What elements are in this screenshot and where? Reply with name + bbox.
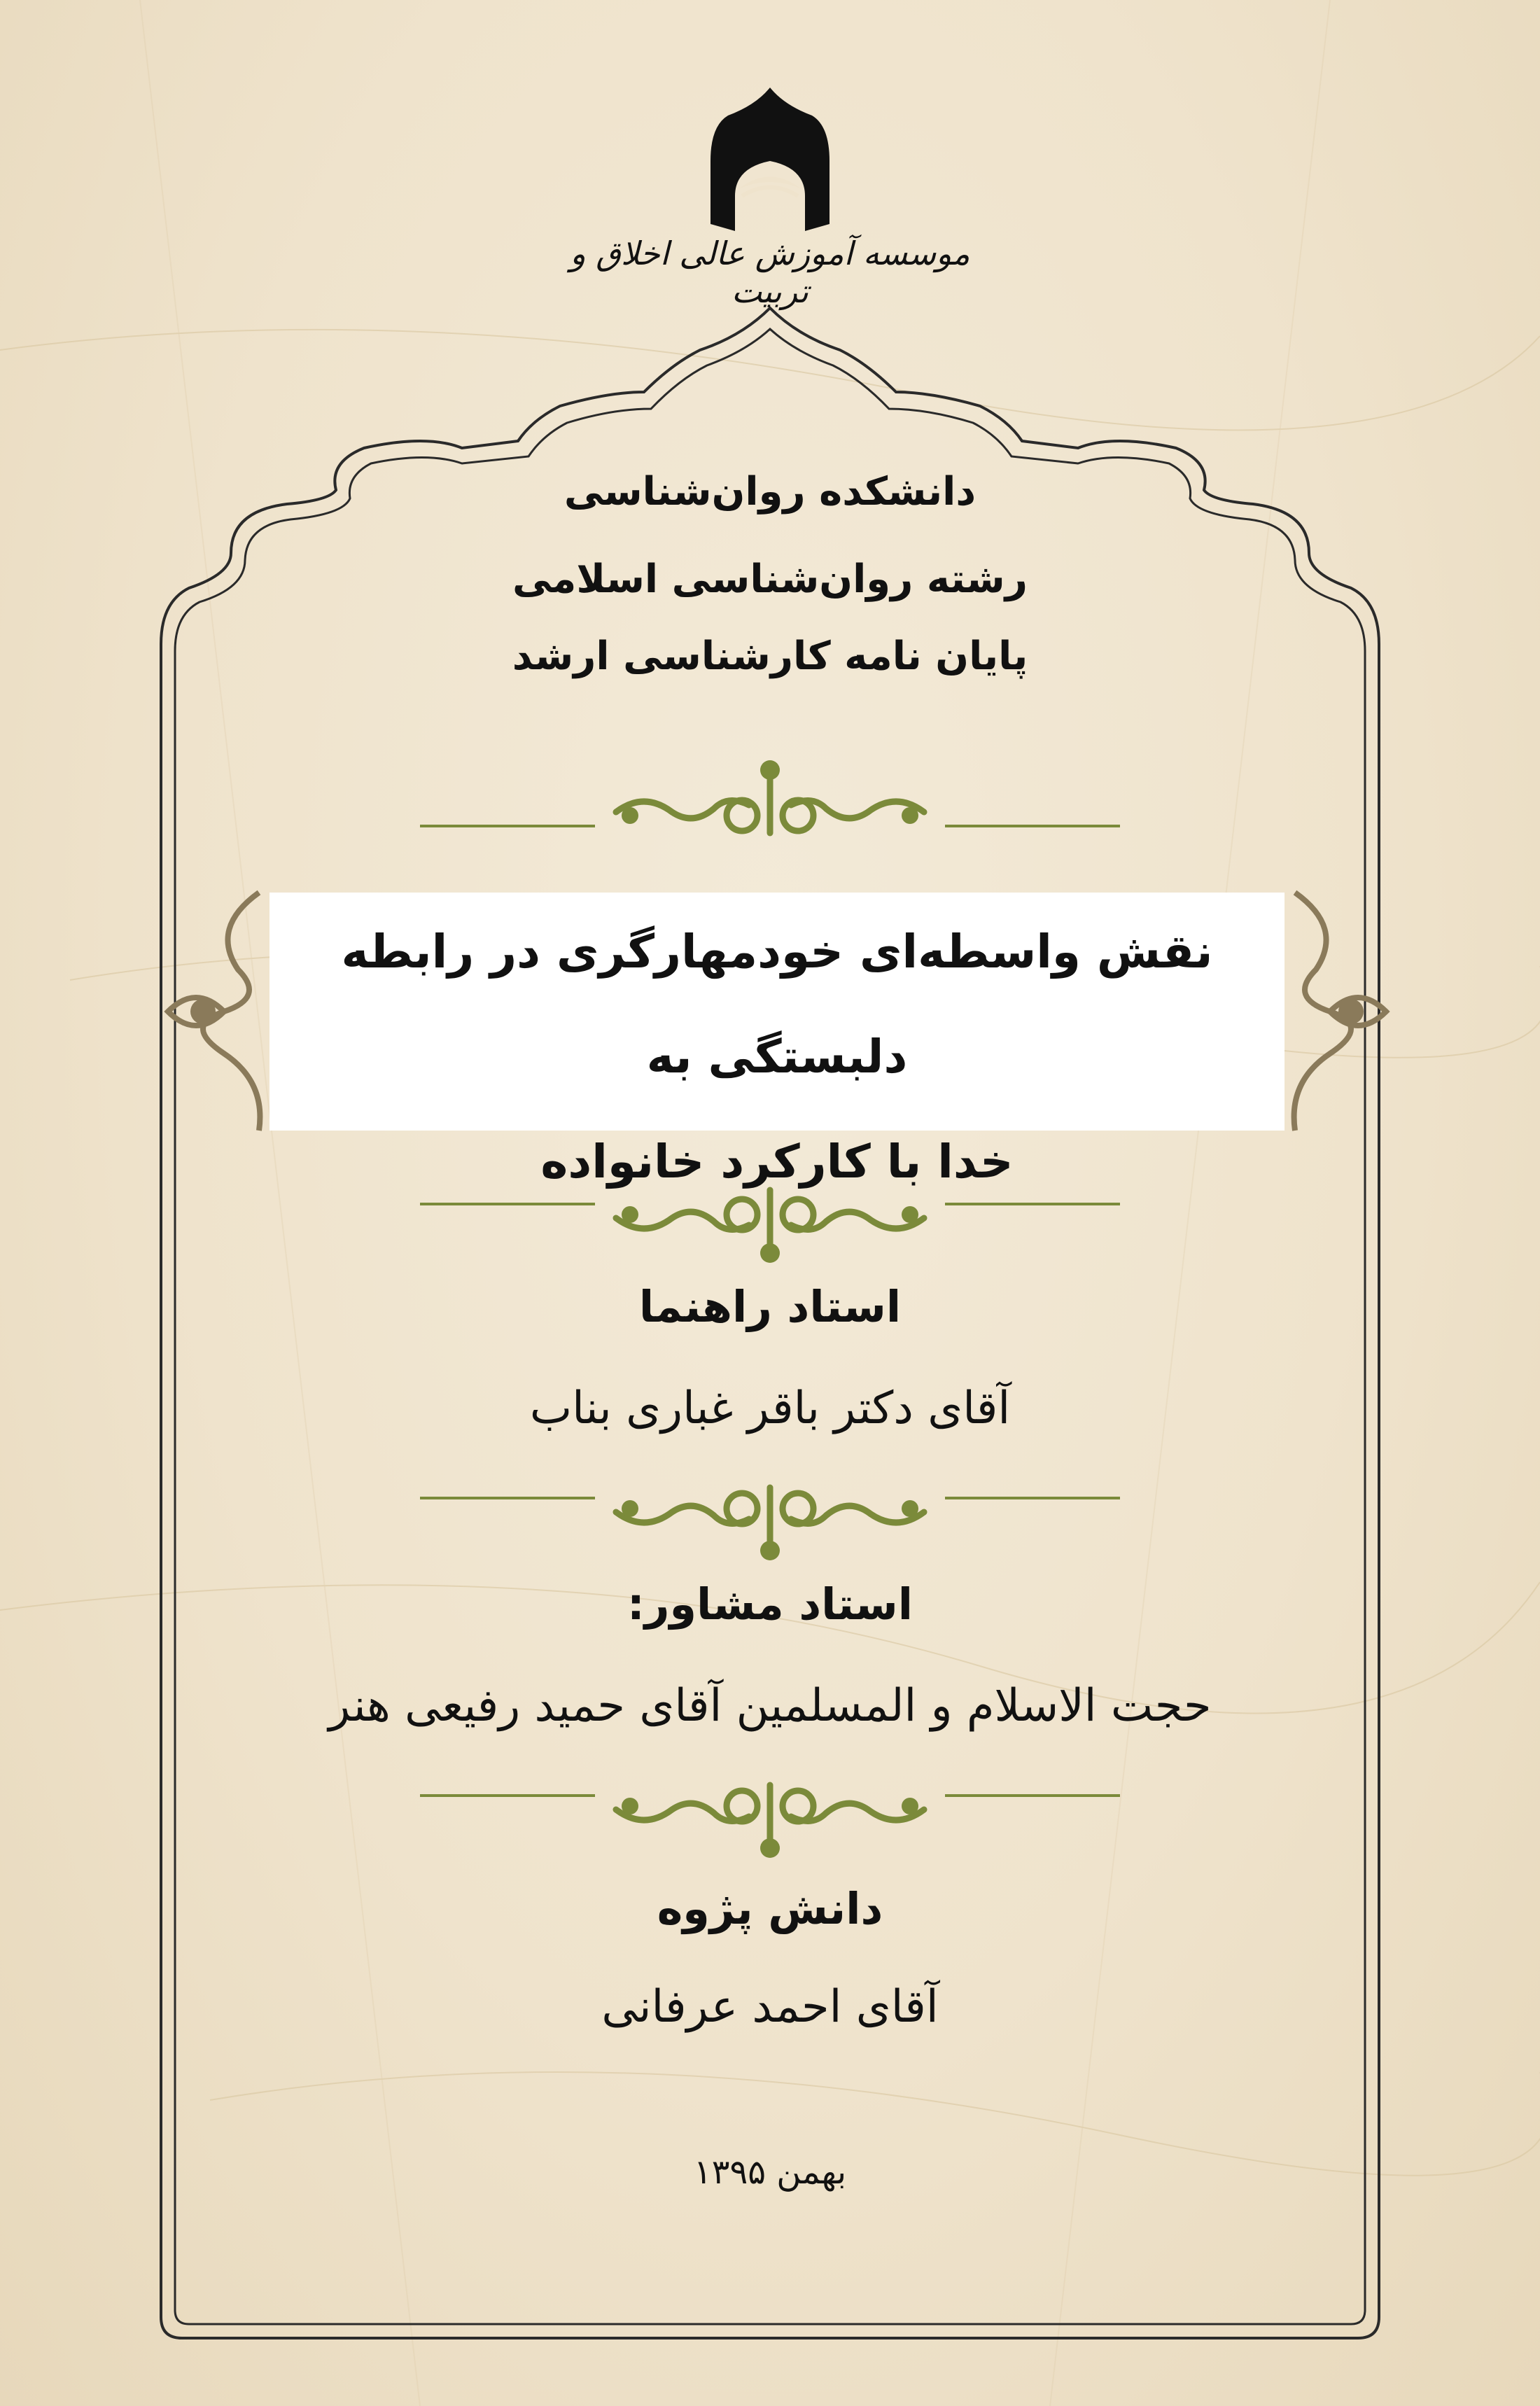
institution-logo — [700, 84, 840, 238]
student-name: آقای احمد عرفانی — [601, 1981, 939, 2033]
advisor-name: حجت الاسلام و المسلمین آقای حمید رفیعی هنر — [328, 1680, 1212, 1732]
degree-title: پایان نامه کارشناسی ارشد — [512, 634, 1028, 679]
thesis-title-line1: نقش واسطه‌ای خودمهارگری در رابطه دلبستگی به — [341, 925, 1213, 1084]
thesis-title-line2: خدا با کارکرد خانواده — [540, 1135, 1014, 1189]
ornament-divider — [420, 1176, 1120, 1267]
title-side-ornament-right — [1281, 886, 1400, 1138]
supervisor-name: آقای دکتر باقر غباری بناب — [529, 1383, 1011, 1434]
ornament-divider — [420, 1778, 1120, 1869]
institution-name: موسسه آموزش عالی اخلاق و تربیت — [570, 235, 970, 310]
major-name: رشته روان‌شناسی اسلامی — [512, 557, 1028, 602]
ornament-divider — [420, 1477, 1120, 1568]
defense-date: بهمن ۱۳۹۵ — [693, 2153, 847, 2192]
faculty-name: دانشکده روان‌شناسی — [564, 469, 976, 515]
thesis-title — [270, 900, 1284, 1215]
supervisor-label: استاد راهنما — [638, 1281, 902, 1332]
title-side-ornament-left — [154, 886, 273, 1138]
ornament-divider — [420, 749, 1120, 840]
student-label: دانش پژوه — [657, 1883, 883, 1934]
advisor-label: استاد مشاور: — [627, 1579, 913, 1630]
